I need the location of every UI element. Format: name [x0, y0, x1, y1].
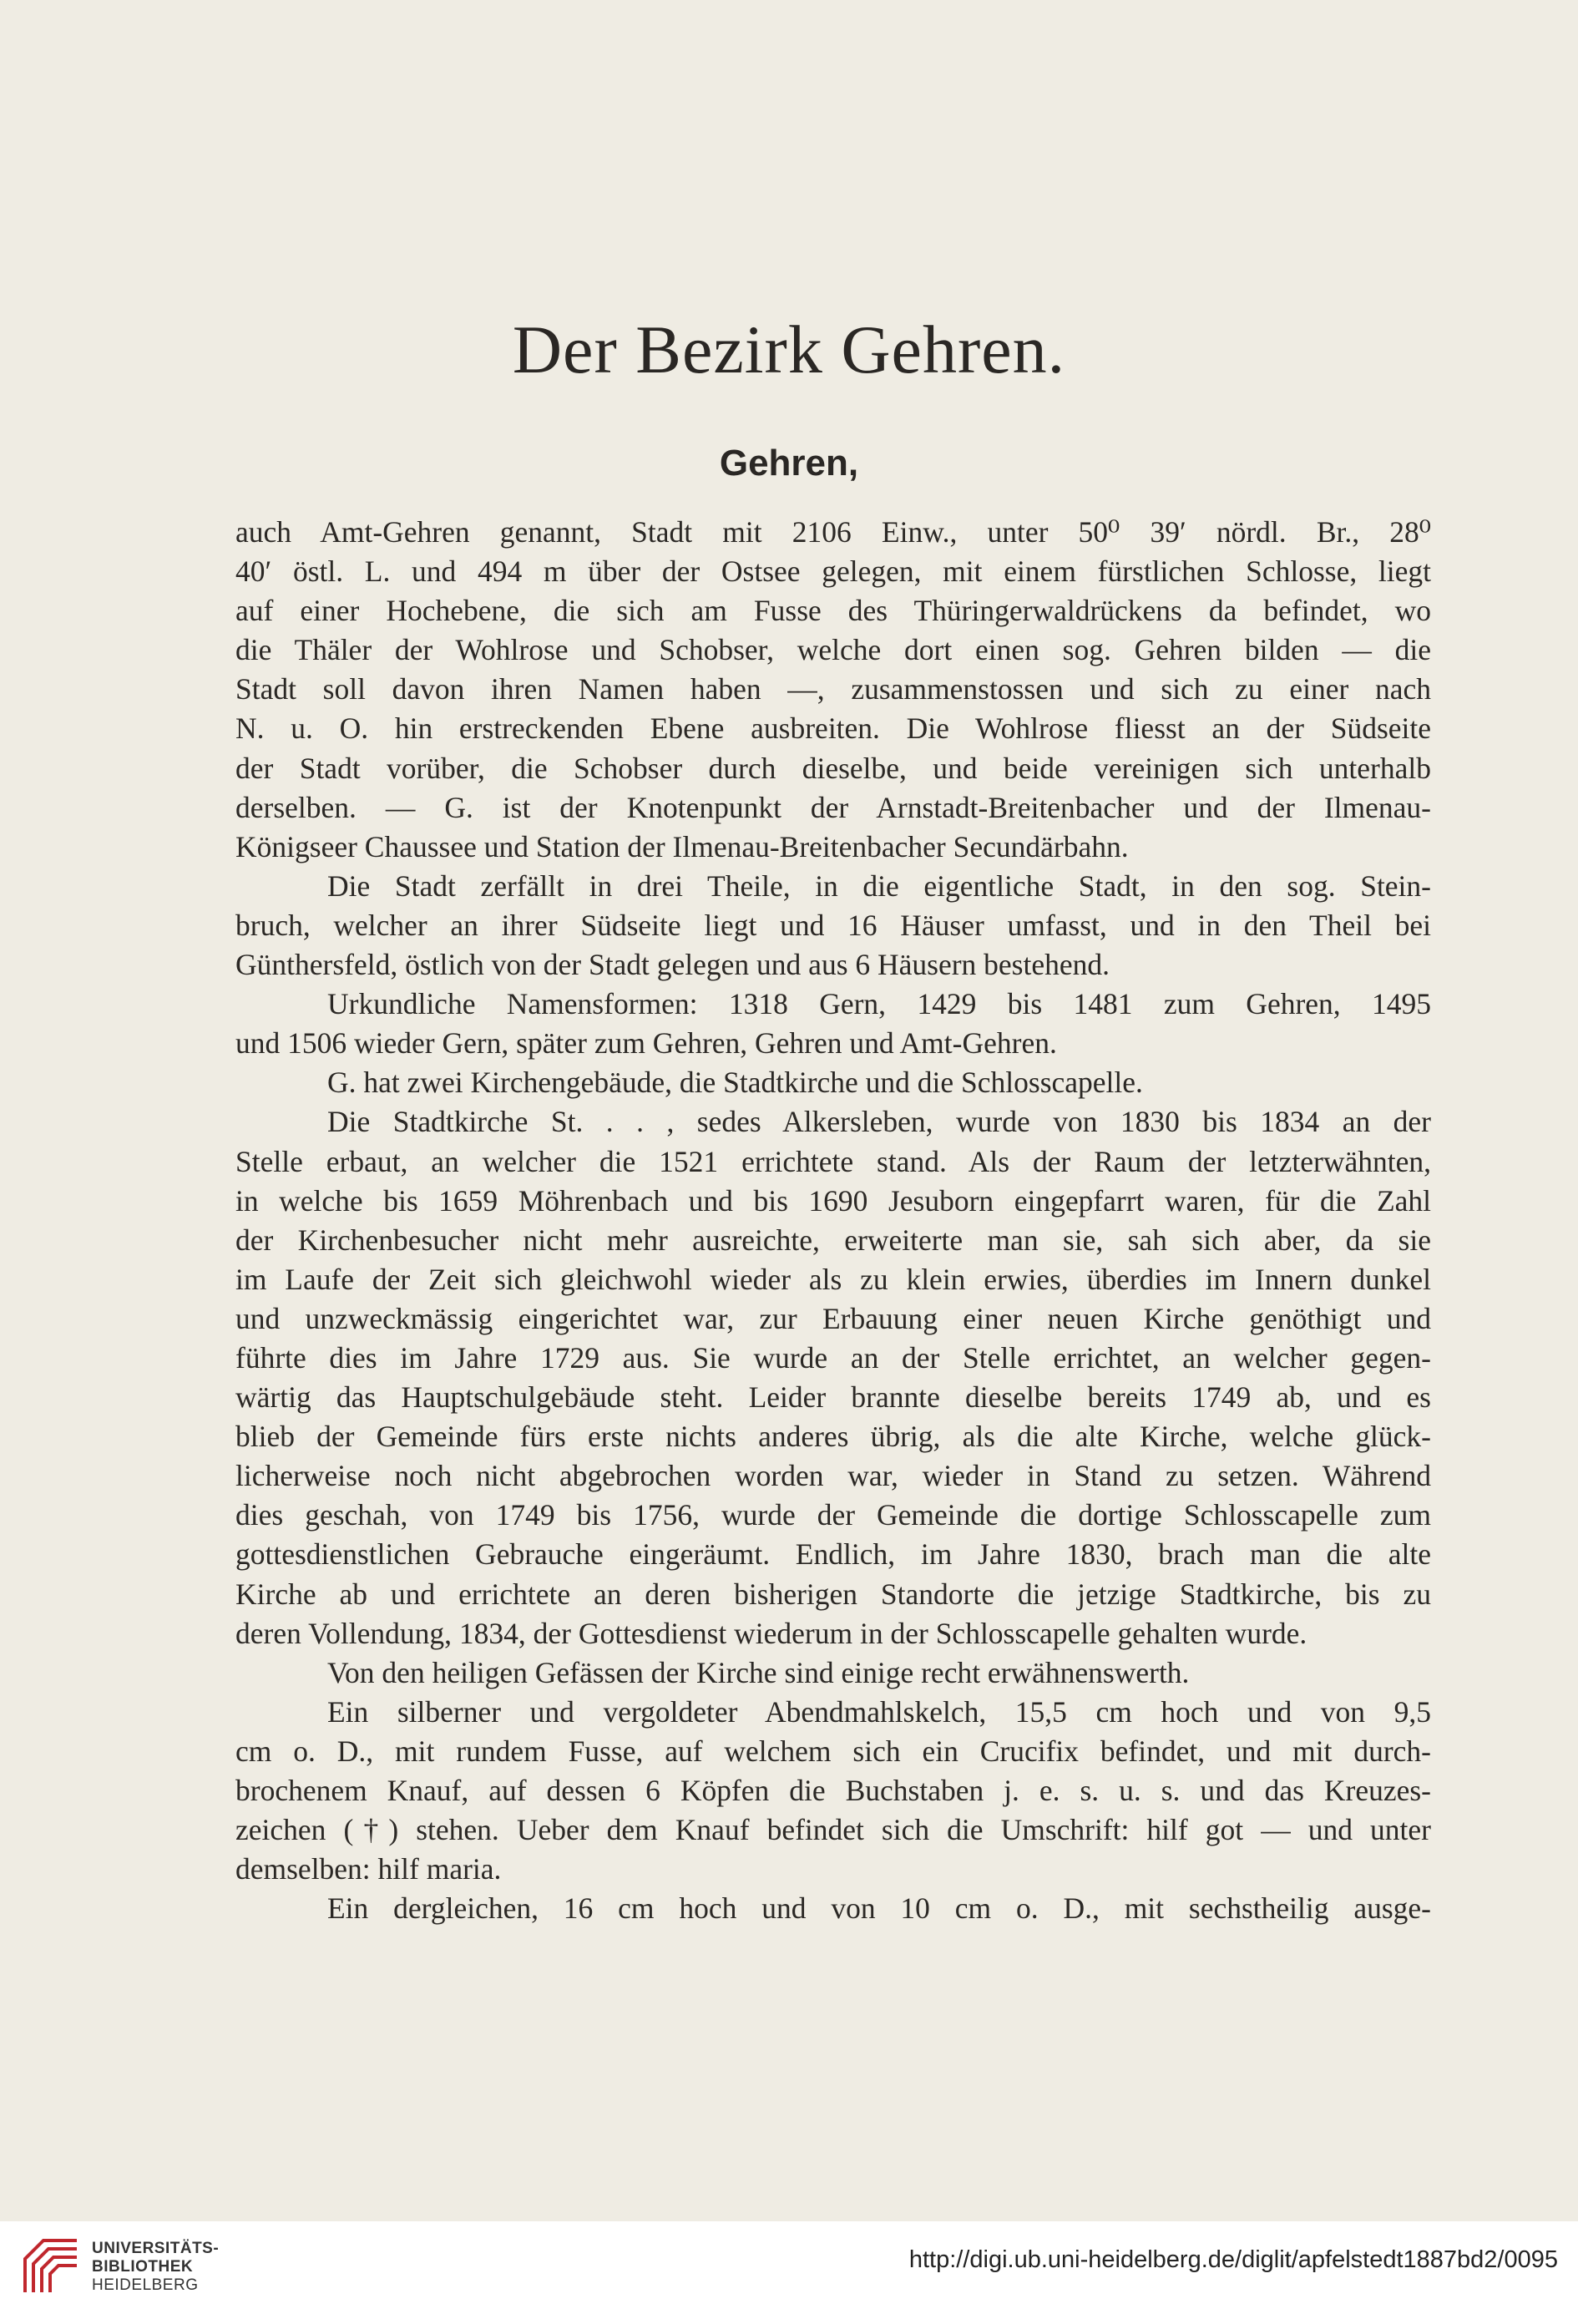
- page-title: Der Bezirk Gehren.: [512, 311, 1066, 387]
- text-line: der Stadt vorüber, die Schobser durch dieselbe, und beide vereinigen sich unterhalb: [235, 751, 1431, 785]
- text-line: zeichen (†) stehen. Ueber dem Knauf befindet sich die Umschrift: hilf got — und unter: [235, 1813, 1431, 1847]
- text-line: in welche bis 1659 Möhrenbach und bis 1690 Jesuborn eingepfarrt waren, für die Zahl: [235, 1183, 1431, 1218]
- text-line: Urkundliche Namensformen: 1318 Gern, 1429 bis 1481 zum Gehren, 1495: [327, 987, 1431, 1021]
- text-line: Kirche ab und errichtete an deren bisherigen Standorte die jetzige Stadtkirche, bis zu: [235, 1577, 1431, 1611]
- section-heading: Gehren,: [719, 443, 859, 484]
- text-line: und 1506 wieder Gern, später zum Gehren, Gehren und Amt-Gehren.: [235, 1026, 1057, 1061]
- text-line: der Kirchenbesucher nicht mehr ausreichte, erweiterte man sie, sah sich aber, da sie: [235, 1223, 1431, 1257]
- library-logo-icon: [18, 2234, 83, 2299]
- text-line: die Thäler der Wohlrose und Schobser, welche dort einen sog. Gehren bilden — die: [235, 633, 1431, 667]
- text-line: bruch, welcher an ihrer Südseite liegt und 16 Häuser umfasst, und in den Theil bei: [235, 908, 1431, 942]
- text-line: dies geschah, von 1749 bis 1756, wurde der Gemeinde die dortige Schlosscapelle zum: [235, 1498, 1431, 1532]
- text-line: deren Vollendung, 1834, der Gottesdienst wiederum in der Schlosscapelle gehalten wurde.: [235, 1616, 1307, 1650]
- text-line: Ein dergleichen, 16 cm hoch und von 10 cm o. D., mit sechstheilig ausge-: [327, 1891, 1431, 1926]
- text-line: führte dies im Jahre 1729 aus. Sie wurde an der Stelle errichtet, an welcher gegen-: [235, 1340, 1431, 1375]
- permalink-url[interactable]: http://digi.ub.uni-heidelberg.de/diglit/apfelstedt1887bd2/0095: [908, 2246, 1558, 2273]
- library-name: [92, 2240, 219, 2295]
- body-text: [235, 513, 1431, 1928]
- text-line: im Laufe der Zeit sich gleichwohl wieder als zu klein erwies, überdies im Innern dunkel: [235, 1262, 1431, 1296]
- text-line: 40′ östl. L. und 494 m über der Ostsee gelegen, mit einem fürstlichen Schlosse, liegt: [235, 554, 1431, 589]
- library-name-line: UNIVERSITÄTS-: [92, 2240, 220, 2257]
- text-line: N. u. O. hin erstreckenden Ebene ausbreiten. Die Wohlrose fliesst an der Südseite: [235, 711, 1431, 746]
- text-line: wärtig das Hauptschulgebäude steht. Leider brannte dieselbe bereits 1749 ab, und es: [235, 1380, 1431, 1415]
- text-line: gottesdienstlichen Gebrauche eingeräumt. Endlich, im Jahre 1830, brach man die alte: [235, 1537, 1431, 1572]
- text-line: auch Amt-Gehren genannt, Stadt mit 2106 Einw., unter 50⁰ 39′ nördl. Br., 28⁰: [235, 515, 1431, 549]
- text-line: Von den heiligen Gefässen der Kirche sind einige recht erwähnenswerth.: [327, 1655, 1190, 1689]
- library-name-line: BIBLIOTHEK: [92, 2258, 194, 2276]
- text-line: G. hat zwei Kirchengebäude, die Stadtkirche und die Schlosscapelle.: [327, 1066, 1143, 1100]
- text-line: Günthersfeld, östlich von der Stadt gelegen und aus 6 Häusern bestehend.: [235, 948, 1110, 982]
- library-name-line: HEIDELBERG: [92, 2276, 199, 2294]
- text-line: Die Stadtkirche St. . . , sedes Alkersleben, wurde von 1830 bis 1834 an der: [327, 1105, 1431, 1139]
- text-line: Ein silberner und vergoldeter Abendmahlskelch, 15,5 cm hoch und von 9,5: [327, 1694, 1431, 1729]
- text-line: derselben. — G. ist der Knotenpunkt der Arnstadt-Breitenbacher und der Ilmenau-: [235, 790, 1431, 824]
- text-line: licherweise noch nicht abgebrochen worden war, wieder in Stand zu setzen. Während: [235, 1459, 1431, 1493]
- text-line: Die Stadt zerfällt in drei Theile, in die eigentliche Stadt, in den sog. Stein-: [327, 868, 1431, 903]
- text-line: Stelle erbaut, an welcher die 1521 errichtete stand. Als der Raum der letzterwähnten,: [235, 1144, 1431, 1178]
- text-line: cm o. D., mit rundem Fusse, auf welchem sich ein Crucifix befindet, und mit durch-: [235, 1734, 1431, 1768]
- text-line: auf einer Hochebene, die sich am Fusse des Thüringerwaldrückens da befindet, wo: [235, 594, 1431, 628]
- text-line: Königseer Chaussee und Station der Ilmenau-Breitenbacher Secundärbahn.: [235, 829, 1129, 863]
- text-line: brochenem Knauf, auf dessen 6 Köpfen die Buchstaben j. e. s. u. s. und das Kreuzes-: [235, 1774, 1431, 1807]
- text-line: und unzweckmässig eingerichtet war, zur Erbauung einer neuen Kirche genöthigt und: [235, 1301, 1431, 1335]
- text-line: demselben: hilf maria.: [235, 1852, 502, 1886]
- text-line: blieb der Gemeinde fürs erste nichts anderes übrig, als die alte Kirche, welche glück-: [235, 1420, 1431, 1454]
- text-line: Stadt soll davon ihren Namen haben —, zusammenstossen und sich zu einer nach: [235, 672, 1431, 706]
